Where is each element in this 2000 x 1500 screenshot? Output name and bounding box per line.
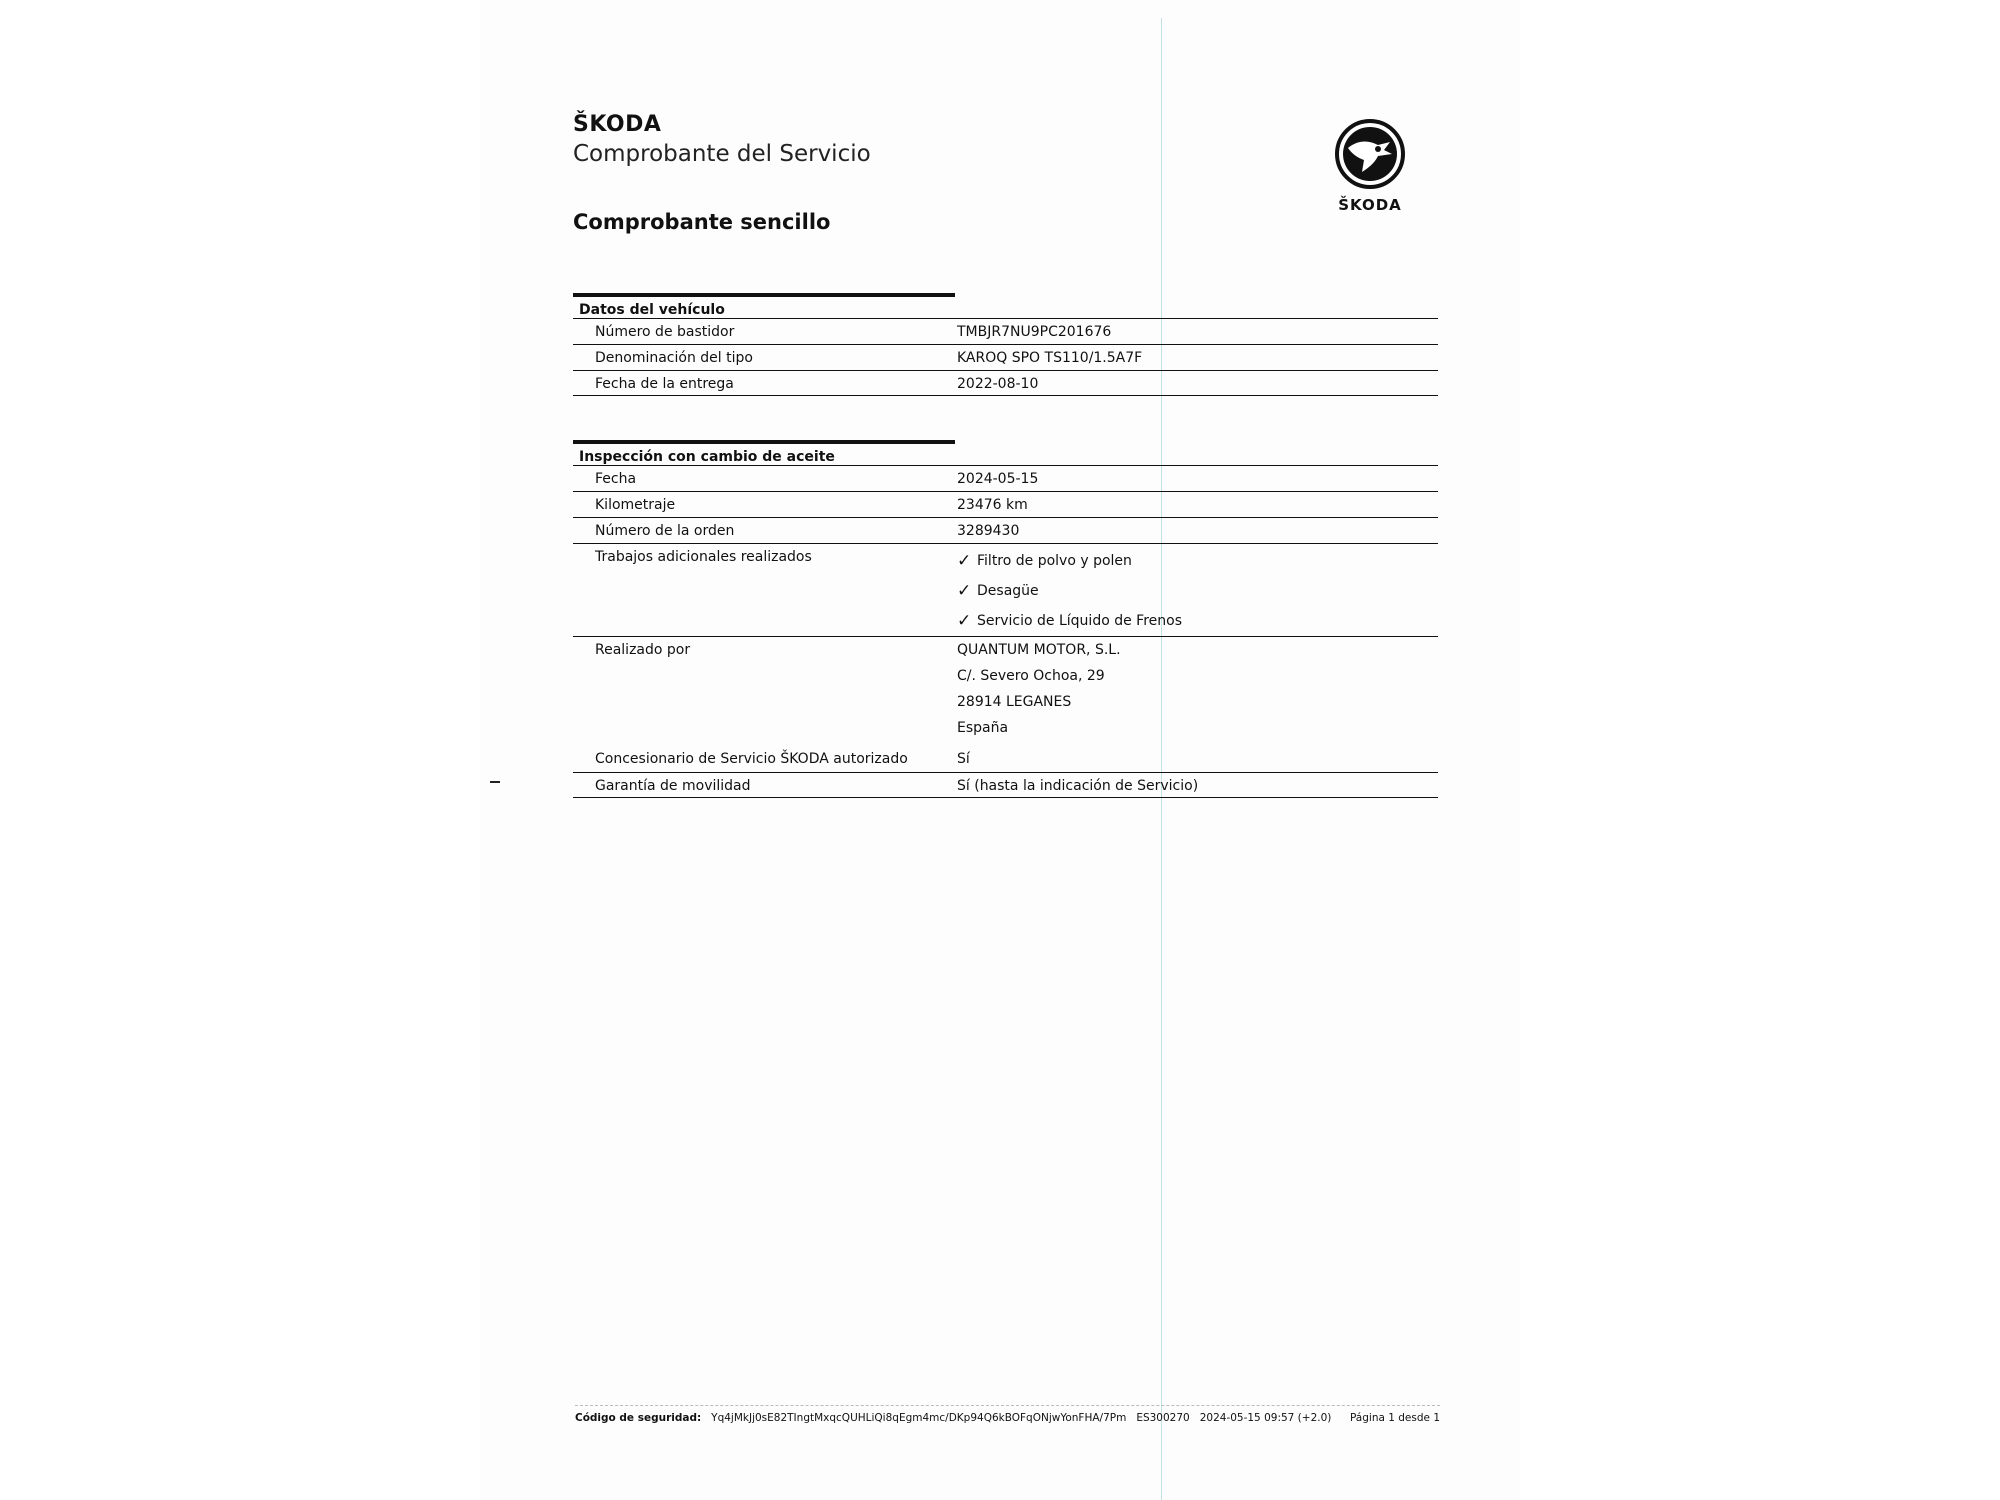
page-number: Página 1 desde 1 [1349, 1412, 1440, 1424]
inspection-section-heading: Inspección con cambio de aceite [573, 440, 955, 465]
row-label: Número de bastidor [595, 324, 735, 340]
document-header [573, 112, 871, 167]
list-item [957, 606, 1438, 636]
checkmark-icon: ✓ [957, 550, 972, 571]
brand-name: ŠKODA [573, 112, 662, 137]
address-line: España [957, 720, 1009, 736]
document-subtitle: Comprobante del Servicio [573, 141, 871, 167]
inspection-section [573, 440, 1438, 798]
garantia-value: Sí (hasta la indicación de Servicio) [957, 778, 1199, 794]
table-row [573, 543, 1438, 636]
skoda-logo [1329, 118, 1411, 214]
address-line: 28914 LEGANES [957, 694, 1072, 710]
orden-label: Número de la orden [595, 523, 735, 539]
concesionario-value: Sí [957, 751, 970, 767]
trabajo-text: Servicio de Líquido de Frenos [977, 613, 1183, 629]
dealer-code: ES300270 [1136, 1412, 1190, 1424]
kilometraje-label: Kilometraje [595, 497, 676, 513]
table-row [573, 746, 1438, 772]
row-label: Denominación del tipo [595, 350, 753, 366]
trabajos-list [954, 549, 1438, 636]
list-item [957, 576, 1438, 606]
table-row [573, 344, 1438, 370]
checkmark-icon: ✓ [957, 610, 972, 631]
table-row [573, 772, 1438, 798]
footer-timestamp: 2024-05-15 09:57 (+2.0) [1199, 1412, 1332, 1424]
trabajo-text: Filtro de polvo y polen [977, 553, 1132, 569]
row-value: KAROQ SPO TS110/1.5A7F [957, 350, 1143, 366]
vehicle-section-heading: Datos del vehículo [573, 293, 955, 318]
checkmark-icon: ✓ [957, 580, 972, 601]
garantia-label: Garantía de movilidad [595, 778, 751, 794]
security-code-label: Código de seguridad: [575, 1412, 702, 1424]
logo-wordmark: ŠKODA [1338, 196, 1402, 214]
table-row [573, 370, 1438, 396]
footer-security-info [575, 1412, 1331, 1424]
document-footer [575, 1405, 1440, 1424]
table-row [573, 517, 1438, 543]
trabajo-text: Desagüe [977, 583, 1039, 599]
address-line: C/. Severo Ochoa, 29 [957, 668, 1105, 684]
vehicle-data-section [573, 293, 1438, 396]
concesionario-label: Concesionario de Servicio ŠKODA autorizado [595, 751, 908, 767]
list-item [957, 546, 1438, 576]
row-label: Fecha de la entrega [595, 376, 734, 392]
table-row [573, 491, 1438, 517]
skoda-winged-arrow-logo-icon [1334, 118, 1406, 190]
table-row [573, 636, 1438, 746]
orden-value: 3289430 [957, 523, 1020, 539]
scan-mark [490, 781, 500, 783]
realizado-label: Realizado por [595, 642, 691, 658]
realizado-address [954, 642, 1438, 746]
fecha-value: 2024-05-15 [957, 471, 1039, 487]
trabajos-label: Trabajos adicionales realizados [595, 549, 812, 565]
row-value: TMBJR7NU9PC201676 [957, 324, 1112, 340]
kilometraje-value: 23476 km [957, 497, 1028, 513]
address-line: QUANTUM MOTOR, S.L. [957, 642, 1121, 658]
row-value: 2022-08-10 [957, 376, 1039, 392]
fecha-label: Fecha [595, 471, 637, 487]
document-title: Comprobante sencillo [573, 210, 831, 234]
table-row [573, 465, 1438, 491]
table-row [573, 318, 1438, 344]
security-code: Yq4jMkJj0sE82TIngtMxqcQUHLiQi8qEgm4mc/DKp94Q6kBOFqONjwYonFHA/7Pm [711, 1412, 1127, 1424]
